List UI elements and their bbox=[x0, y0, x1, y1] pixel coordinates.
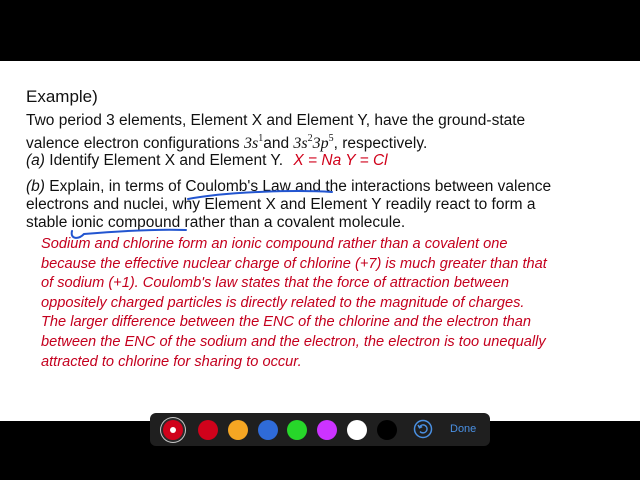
color-swatch-white[interactable] bbox=[347, 420, 367, 440]
config-y-exp2: 5 bbox=[328, 133, 334, 144]
document-page bbox=[0, 61, 640, 421]
answer-b-annotation bbox=[41, 235, 621, 372]
answer-b-line: of sodium (+1). Coulomb's law states that the force of attraction between bbox=[41, 275, 509, 292]
done-button[interactable]: Done bbox=[450, 423, 477, 435]
selected-indicator bbox=[170, 427, 176, 433]
part-b-text-3a: stable bbox=[26, 214, 72, 231]
part-b-text-3c: rather than a covalent molecule. bbox=[180, 214, 406, 231]
config-y-exp1: 2 bbox=[307, 133, 313, 144]
answer-b-line: between the ENC of the sodium and the electron, the electron is too unequally bbox=[41, 333, 546, 350]
answer-b-line: Sodium and chlorine form an ionic compound rather than a covalent one bbox=[41, 236, 508, 252]
answer-b-line: The larger difference between the ENC of the chlorine and the electron than bbox=[41, 314, 532, 331]
config-y-base1: 3s bbox=[293, 135, 308, 152]
answer-b-line: oppositely charged particles is directly related to the magnitude of charges. bbox=[41, 294, 525, 311]
config-x-base: 3s bbox=[244, 135, 259, 152]
part-b-text-1c: and the interactions between valence bbox=[290, 178, 552, 195]
ionic-compound-term: ionic compound bbox=[71, 214, 181, 231]
color-swatch-red-selected[interactable] bbox=[163, 420, 183, 440]
part-b-label: (b) bbox=[26, 178, 45, 195]
color-swatch-purple[interactable] bbox=[317, 420, 337, 440]
part-b-text-2: electrons and nuclei, why Element X and Element Y readily react to form a bbox=[26, 196, 536, 213]
intro-text-2b: and bbox=[263, 135, 294, 152]
answer-a-annotation: X = Na Y = Cl bbox=[293, 152, 388, 169]
intro-text-1: Two period 3 elements, Element X and Element Y, have the ground-state bbox=[26, 112, 526, 129]
undo-icon[interactable] bbox=[413, 419, 433, 439]
coulombs-law-term: Coulomb's Law bbox=[185, 178, 291, 195]
color-swatch-green[interactable] bbox=[287, 420, 307, 440]
part-a-label: (a) bbox=[26, 152, 45, 169]
color-swatch-blue[interactable] bbox=[258, 420, 278, 440]
part-a-text: Identify Element X and Element Y. bbox=[44, 152, 284, 169]
color-swatch-orange[interactable] bbox=[228, 420, 248, 440]
color-swatch-dark-red[interactable] bbox=[198, 420, 218, 440]
intro-text-2c: , respectively. bbox=[333, 135, 428, 152]
intro-text-2a: valence electron configurations bbox=[26, 135, 244, 152]
example-heading: Example) bbox=[26, 87, 98, 106]
config-y-base2: 3p bbox=[312, 135, 329, 152]
answer-b-line: because the effective nuclear charge of chlorine (+7) is much greater than that bbox=[41, 255, 547, 272]
answer-b-line: attracted to chlorine for sharing to occur. bbox=[41, 353, 302, 370]
coulombs-law-underline bbox=[188, 191, 332, 199]
part-b-text-1a: Explain, in terms of bbox=[44, 178, 186, 195]
markup-toolbar bbox=[150, 413, 490, 446]
config-x-exp: 1 bbox=[258, 133, 264, 144]
color-swatch-black[interactable] bbox=[377, 420, 397, 440]
